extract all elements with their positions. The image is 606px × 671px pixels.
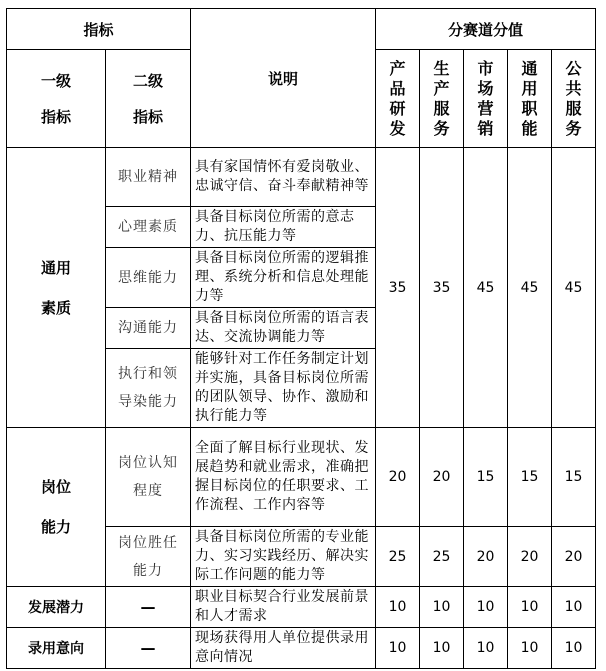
score-cell: 10 [508,628,552,669]
header-channels-title: 分赛道分值 [376,9,596,50]
score-cell: 35 [420,148,464,428]
header-row-1 [7,9,596,50]
channel-char: 发 [389,118,406,138]
level2-dash: — [106,628,191,669]
channel-char: 公 [565,58,582,78]
score-cell: 25 [376,527,420,587]
scoring-table [6,8,596,669]
score-cell: 10 [464,587,508,628]
channel-char: 务 [433,118,450,138]
score-cell: 10 [552,587,596,628]
channel-char: 市 [477,58,494,78]
level1-line: 能力 [40,518,71,536]
header-channel-public-service [552,50,596,148]
header-channel-product-rd [376,50,420,148]
description-cell: 具备目标岗位所需的专业能力、实习实践经历、解决实际工作问题的能力等 [191,527,376,587]
table-row [7,587,596,628]
level2-line: 岗位认知 [118,455,178,471]
header-description: 说明 [191,9,376,148]
header-level1-line1: 一级 [40,71,71,90]
header-indicator: 指标 [7,9,191,50]
channel-char: 场 [477,78,494,98]
description-cell: 具备目标岗位所需的语言表达、交流协调能力等 [191,308,376,349]
table-row [7,148,596,207]
score-cell: 15 [552,428,596,527]
level2-name [106,428,191,527]
table-row [7,628,596,669]
score-cell: 10 [420,628,464,669]
level2-line: 程度 [133,483,163,499]
score-cell: 45 [464,148,508,428]
level2-dash: — [106,587,191,628]
channel-char: 服 [565,98,582,118]
level2-name: 职业精神 [106,148,191,207]
channel-char: 产 [433,78,450,98]
level1-general-quality [7,148,106,428]
header-level2-line1: 二级 [133,71,164,90]
score-cell: 35 [376,148,420,428]
description-cell: 现场获得用人单位提供录用意向情况 [191,628,376,669]
channel-char: 营 [477,98,494,118]
channel-char: 品 [389,78,406,98]
score-cell: 10 [552,628,596,669]
header-level1 [7,50,106,148]
channel-char: 研 [389,98,406,118]
channel-char: 生 [433,58,450,78]
header-channel-general-function [508,50,552,148]
channel-char: 务 [565,118,582,138]
description-cell: 能够针对工作任务制定计划并实施，具备目标岗位所需的团队领导、协作、激励和执行能力等 [191,349,376,428]
channel-char: 产 [389,58,406,78]
description-cell: 具备目标岗位所需的逻辑推理、系统分析和信息处理能力等 [191,248,376,308]
score-cell: 20 [552,527,596,587]
table-row [7,428,596,527]
description-cell: 职业目标契合行业发展前景和人才需求 [191,587,376,628]
score-cell: 25 [420,527,464,587]
header-level2-line2: 指标 [133,107,164,126]
description-cell: 具有家国情怀有爱岗敬业、忠诚守信、奋斗奉献精神等 [191,148,376,207]
channel-char: 职 [521,98,538,118]
score-cell: 15 [464,428,508,527]
score-cell: 10 [376,587,420,628]
score-cell: 20 [508,527,552,587]
header-channel-marketing [464,50,508,148]
level1-line: 素质 [40,298,71,317]
score-cell: 20 [376,428,420,527]
level1-hiring-intention: 录用意向 [7,628,106,669]
channel-char: 服 [433,98,450,118]
level1-job-ability [7,428,106,587]
score-cell: 10 [464,628,508,669]
score-cell: 15 [508,428,552,527]
score-cell: 10 [420,587,464,628]
channel-char: 用 [521,78,538,98]
header-level2 [106,50,191,148]
level1-line: 岗位 [40,478,71,496]
description-cell: 具备目标岗位所需的意志力、抗压能力等 [191,207,376,248]
level2-line: 导染能力 [118,394,178,410]
level2-name [106,349,191,428]
score-cell: 10 [376,628,420,669]
score-cell: 20 [420,428,464,527]
level2-name: 沟通能力 [106,308,191,349]
description-cell: 全面了解目标行业现状、发展趋势和就业需求，准确把握目标岗位的任职要求、工作流程、工作内容等 [191,428,376,527]
channel-char: 销 [477,118,494,138]
level2-name [106,527,191,587]
channel-char: 能 [521,118,538,138]
level2-name: 思维能力 [106,248,191,308]
score-cell: 45 [552,148,596,428]
level2-name: 心理素质 [106,207,191,248]
channel-char: 通 [521,58,538,78]
level2-line: 能力 [133,562,163,579]
channel-char: 共 [565,78,582,98]
header-channel-production-service [420,50,464,148]
level1-development-potential: 发展潜力 [7,587,106,628]
score-cell: 45 [508,148,552,428]
header-level1-line2: 指标 [40,107,71,126]
level1-line: 通用 [40,258,71,277]
level2-line: 执行和领 [118,366,178,382]
score-cell: 20 [464,527,508,587]
level2-line: 岗位胜任 [118,534,178,551]
score-cell: 10 [508,587,552,628]
